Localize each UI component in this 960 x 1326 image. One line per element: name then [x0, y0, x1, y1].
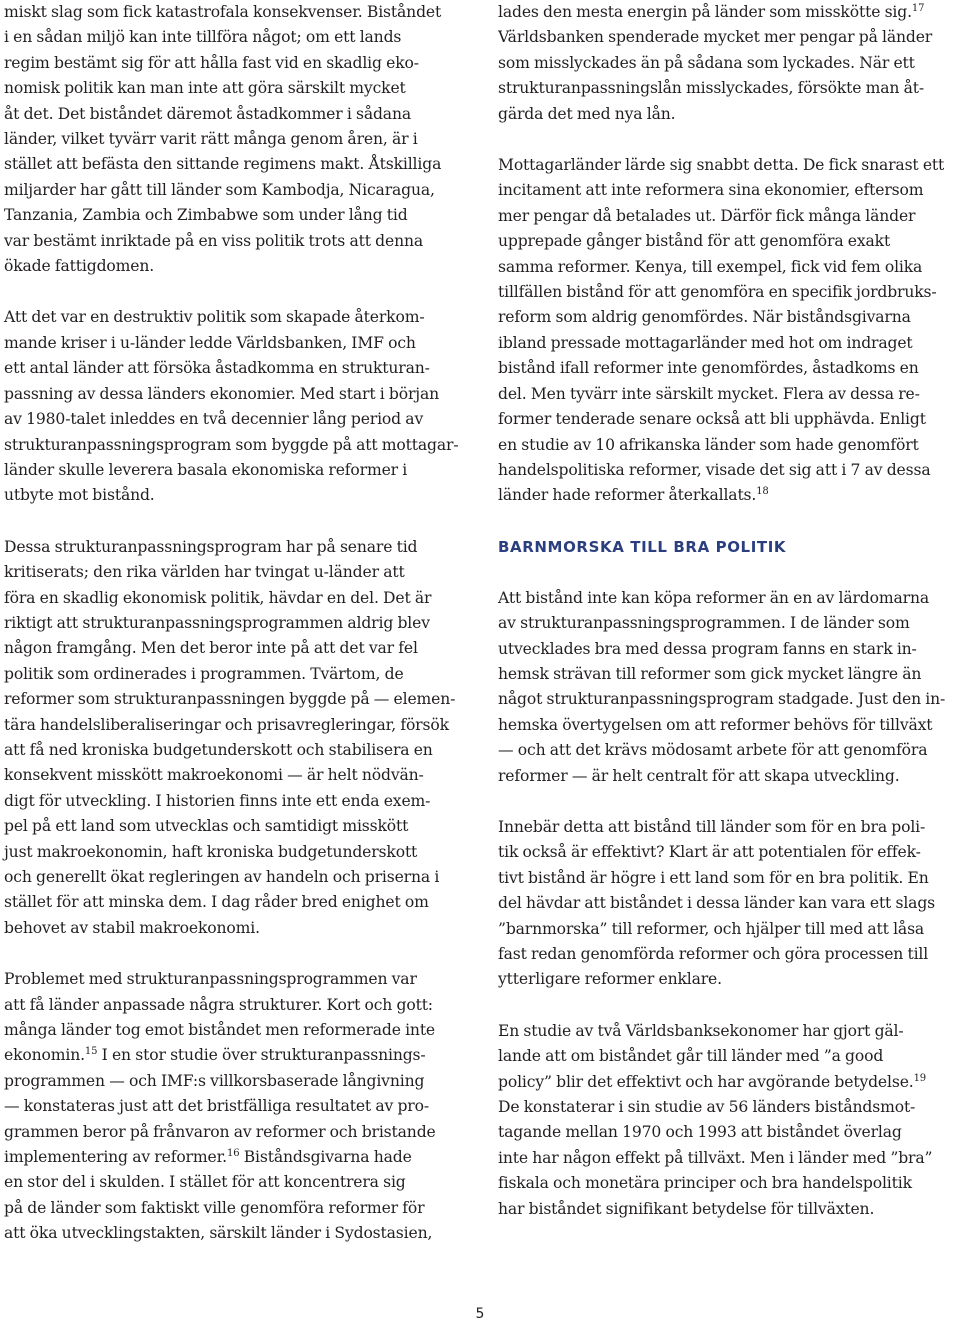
paragraph: [4, 0, 464, 279]
text-line: reformer som strukturanpassningen byggde på — elemen-: [4, 690, 456, 709]
text-line: grammen beror på frånvaron av reformer och bristande: [4, 1122, 436, 1141]
paragraph: [4, 305, 464, 508]
paragraph: [4, 535, 464, 942]
paragraph: [498, 1019, 960, 1222]
text-line: tära handelsliberaliseringar och prisavregleringar, försök: [4, 715, 449, 734]
text-line: regim bestämt sig för att hålla fast vid en skadlig eko-: [4, 53, 419, 72]
text-line: fast redan genomförda reformer och göra processen till: [498, 945, 929, 963]
text-line: tillfällen bistånd för att genomföra en specifik jordbruks-: [498, 283, 937, 302]
paragraph: [498, 815, 960, 993]
text-line: upprepade gånger bistånd för att genomföra exakt: [498, 232, 891, 251]
text-line: incitament att inte reformera sina ekonomier, eftersom: [498, 181, 924, 200]
text-line: som misslyckades än på sådana som lyckades. När ett: [498, 53, 915, 72]
text-line: passning av dessa länders ekonomier. Med start i början: [4, 384, 440, 403]
text-line: strukturanpassningsprogram som byggde på att mottagar-: [4, 435, 459, 454]
text-line: miskt slag som fick katastrofala konsekvenser. Biståndet: [4, 3, 442, 21]
text-line: [4, 1043, 464, 1068]
text-line: tivt bistånd är högre i ett land som för en bra politik. En: [498, 868, 929, 887]
text-segment: lades den mesta energin på länder som misskötte sig.: [498, 3, 912, 21]
text-line: tagande mellan 1970 och 1993 att biståndet överlag: [498, 1123, 902, 1142]
text-line: konsekvent misskött makroekonomi — är helt nödvän-: [4, 766, 424, 785]
text-line: utvecklades bra med dessa program fanns en stark in-: [498, 639, 917, 658]
text-line: en studie av 10 afrikanska länder som hade genomfört: [498, 435, 919, 454]
text-line: behovet av stabil makroekonomi.: [4, 918, 260, 937]
text-line: En studie av två Världsbanksekonomer har gjort gäl-: [498, 1021, 904, 1040]
text-line: inte har någon effekt på tillväxt. Men i länder med ”bra”: [498, 1148, 933, 1167]
text-line: av 1980-talet inleddes en två decennier lång period av: [4, 410, 424, 429]
text-line: reformer — är helt centralt för att skapa utveckling.: [498, 766, 900, 785]
text-line: [4, 1145, 464, 1170]
footnote-reference: 19: [913, 1072, 927, 1084]
text-line: gärda det med nya lån.: [498, 104, 676, 123]
text-line: riktigt att strukturanpassningsprogrammen aldrig blev: [4, 613, 430, 632]
text-line: Innebär detta att bistånd till länder som för en bra poli-: [498, 817, 926, 836]
text-line: [498, 1070, 960, 1095]
footnote-reference: 16: [226, 1147, 240, 1159]
paragraph: [498, 586, 960, 789]
text-line: i en sådan miljö kan inte tillföra något; om ett lands: [4, 28, 402, 47]
text-line: [498, 483, 960, 508]
text-line: åt det. Det biståndet däremot åstadkommer i sådana: [4, 104, 411, 123]
text-line: någon framgång. Men det beror inte på att det var fel: [4, 639, 418, 658]
text-segment: Biståndsgivarna hade: [239, 1148, 412, 1167]
text-line: ett antal länder att försöka åstadkomma en strukturan-: [4, 359, 430, 378]
right-column: [498, 0, 960, 1248]
text-line: — konstateras just att det bristfälliga resultatet av pro-: [4, 1097, 429, 1116]
text-line: något strukturanpassningsprogram stadgade. Just den in-: [498, 690, 946, 709]
text-line: stället att befästa den sittande regimens makt. Åtskilliga: [4, 155, 442, 174]
left-column: [4, 0, 464, 1273]
text-line: utbyte mot bistånd.: [4, 486, 155, 505]
paragraph: [498, 153, 960, 509]
text-line: De konstaterar i sin studie av 56 länders biståndsmot-: [498, 1098, 916, 1117]
text-line: mer pengar då betalades ut. Därför fick många länder: [498, 206, 916, 225]
text-line: länder, vilket tyvärr varit rätt många genom åren, är i: [4, 130, 418, 149]
text-line: och generellt ökat regleringen av handeln och priserna i: [4, 868, 440, 886]
text-line: att få länder anpassade några strukturer. Kort och gott:: [4, 995, 433, 1014]
text-line: digt för utveckling. I historien finns inte ett enda exem-: [4, 791, 431, 810]
text-line: bistånd ifall reformer inte genomfördes, åstadkoms en: [498, 359, 919, 378]
text-line: att öka utvecklingstakten, särskilt länder i Sydostasien,: [4, 1224, 433, 1243]
footnote-reference: 17: [911, 2, 925, 14]
text-line: programmen — och IMF:s villkorsbaserade långivning: [4, 1071, 425, 1090]
text-line: samma reformer. Kenya, till exempel, fick vid fem olika: [498, 257, 923, 276]
text-line: reform som aldrig genomfördes. När biståndsgivarna: [498, 308, 911, 327]
text-segment: ekonomin.: [4, 1046, 85, 1065]
text-line: Mottagarländer lärde sig snabbt detta. De fick snarast ett: [498, 156, 945, 175]
text-line: miljarder har gått till länder som Kambodja, Nicaragua,: [4, 180, 435, 199]
text-line: var bestämt inriktade på en viss politik trots att denna: [4, 231, 423, 250]
text-line: Dessa strukturanpassningsprogram har på senare tid: [4, 537, 418, 556]
text-line: — och att det krävs mödosamt arbete för att genomföra: [498, 741, 928, 760]
text-line: har biståndet signifikant betydelse för tillväxten.: [498, 1199, 875, 1218]
text-line: kritiserats; den rika världen har tvingat u-länder att: [4, 563, 405, 582]
text-line: fiskala och monetära principer och bra handelspolitik: [498, 1174, 912, 1193]
paragraph: [4, 967, 464, 1246]
text-line: av strukturanpassningsprogrammen. I de länder som: [498, 614, 910, 633]
text-line: stället för att minska dem. I dag råder bred enighet om: [4, 893, 429, 912]
text-line: Att det var en destruktiv politik som skapade återkom-: [4, 308, 425, 327]
text-line: ökade fattigdomen.: [4, 257, 155, 276]
section-heading: BARNMORSKA TILL BRA POLITIK: [498, 537, 787, 556]
text-line: lande att om biståndet går till länder med ”a good: [498, 1047, 884, 1066]
text-segment: I en stor studie över strukturanpassnings-: [97, 1046, 426, 1065]
text-line: [498, 0, 960, 25]
footnote-reference: 15: [84, 1046, 98, 1058]
text-line: Att bistånd inte kan köpa reformer än en av lärdomarna: [498, 588, 929, 607]
text-line: att få ned kroniska budgetunderskott och stabilisera en: [4, 740, 433, 759]
text-line: politik som ordinerades i programmen. Tvärtom, de: [4, 664, 404, 683]
text-line: hemska övertygelsen om att reformer behövs för tillväxt: [498, 715, 933, 734]
text-line: en stor del i skulden. I stället för att koncentrera sig: [4, 1173, 406, 1192]
text-line: ”barnmorska” till reformer, och hjälper till med att låsa: [498, 919, 925, 938]
text-line: Tanzania, Zambia och Zimbabwe som under lång tid: [4, 206, 408, 225]
text-segment: implementering av reformer.: [4, 1148, 227, 1167]
text-line: föra en skadlig ekonomisk politik, hävdar en del. Det är: [4, 588, 432, 607]
text-line: Världsbanken spenderade mycket mer pengar på länder: [498, 28, 933, 47]
text-line: del. Men tyvärr inte särskilt mycket. Flera av dessa re-: [498, 384, 920, 403]
text-segment: policy” blir det effektivt och har avgörande betydelse.: [498, 1072, 914, 1091]
text-line: pel på ett land som utvecklas och samtidigt misskött: [4, 817, 409, 836]
text-line: många länder tog emot biståndet men reformerade inte: [4, 1021, 436, 1040]
text-line: just makroekonomin, haft kroniska budgetunderskott: [4, 842, 418, 861]
text-line: tik också är effektivt? Klart är att potentialen för effek-: [498, 843, 921, 862]
text-line: former tenderade senare också att bli upphävda. Enligt: [498, 410, 926, 429]
text-line: handelspolitiska reformer, visade det sig att i 7 av dessa: [498, 460, 931, 479]
page-number: 5: [475, 1306, 485, 1322]
text-line: del hävdar att biståndet i dessa länder kan vara ett slags: [498, 894, 936, 913]
text-line: nomisk politik kan man inte att göra särskilt mycket: [4, 79, 406, 98]
text-line: mande kriser i u-länder ledde Världsbanken, IMF och: [4, 333, 416, 352]
text-line: länder skulle leverera basala ekonomiska reformer i: [4, 460, 408, 479]
paragraph: [498, 0, 960, 127]
text-line: ytterligare reformer enklare.: [498, 970, 722, 989]
text-segment: länder hade reformer återkallats.: [498, 486, 757, 505]
text-line: strukturanpassningslån misslyckades, försökte man åt-: [498, 79, 924, 98]
text-line: Problemet med strukturanpassningsprogrammen var: [4, 970, 417, 989]
text-line: hemsk strävan till reformer som gick mycket längre än: [498, 664, 922, 683]
text-line: ibland pressade mottagarländer med hot om indraget: [498, 333, 913, 352]
footnote-reference: 18: [756, 486, 769, 498]
text-line: på de länder som faktiskt ville genomföra reformer för: [4, 1198, 425, 1217]
